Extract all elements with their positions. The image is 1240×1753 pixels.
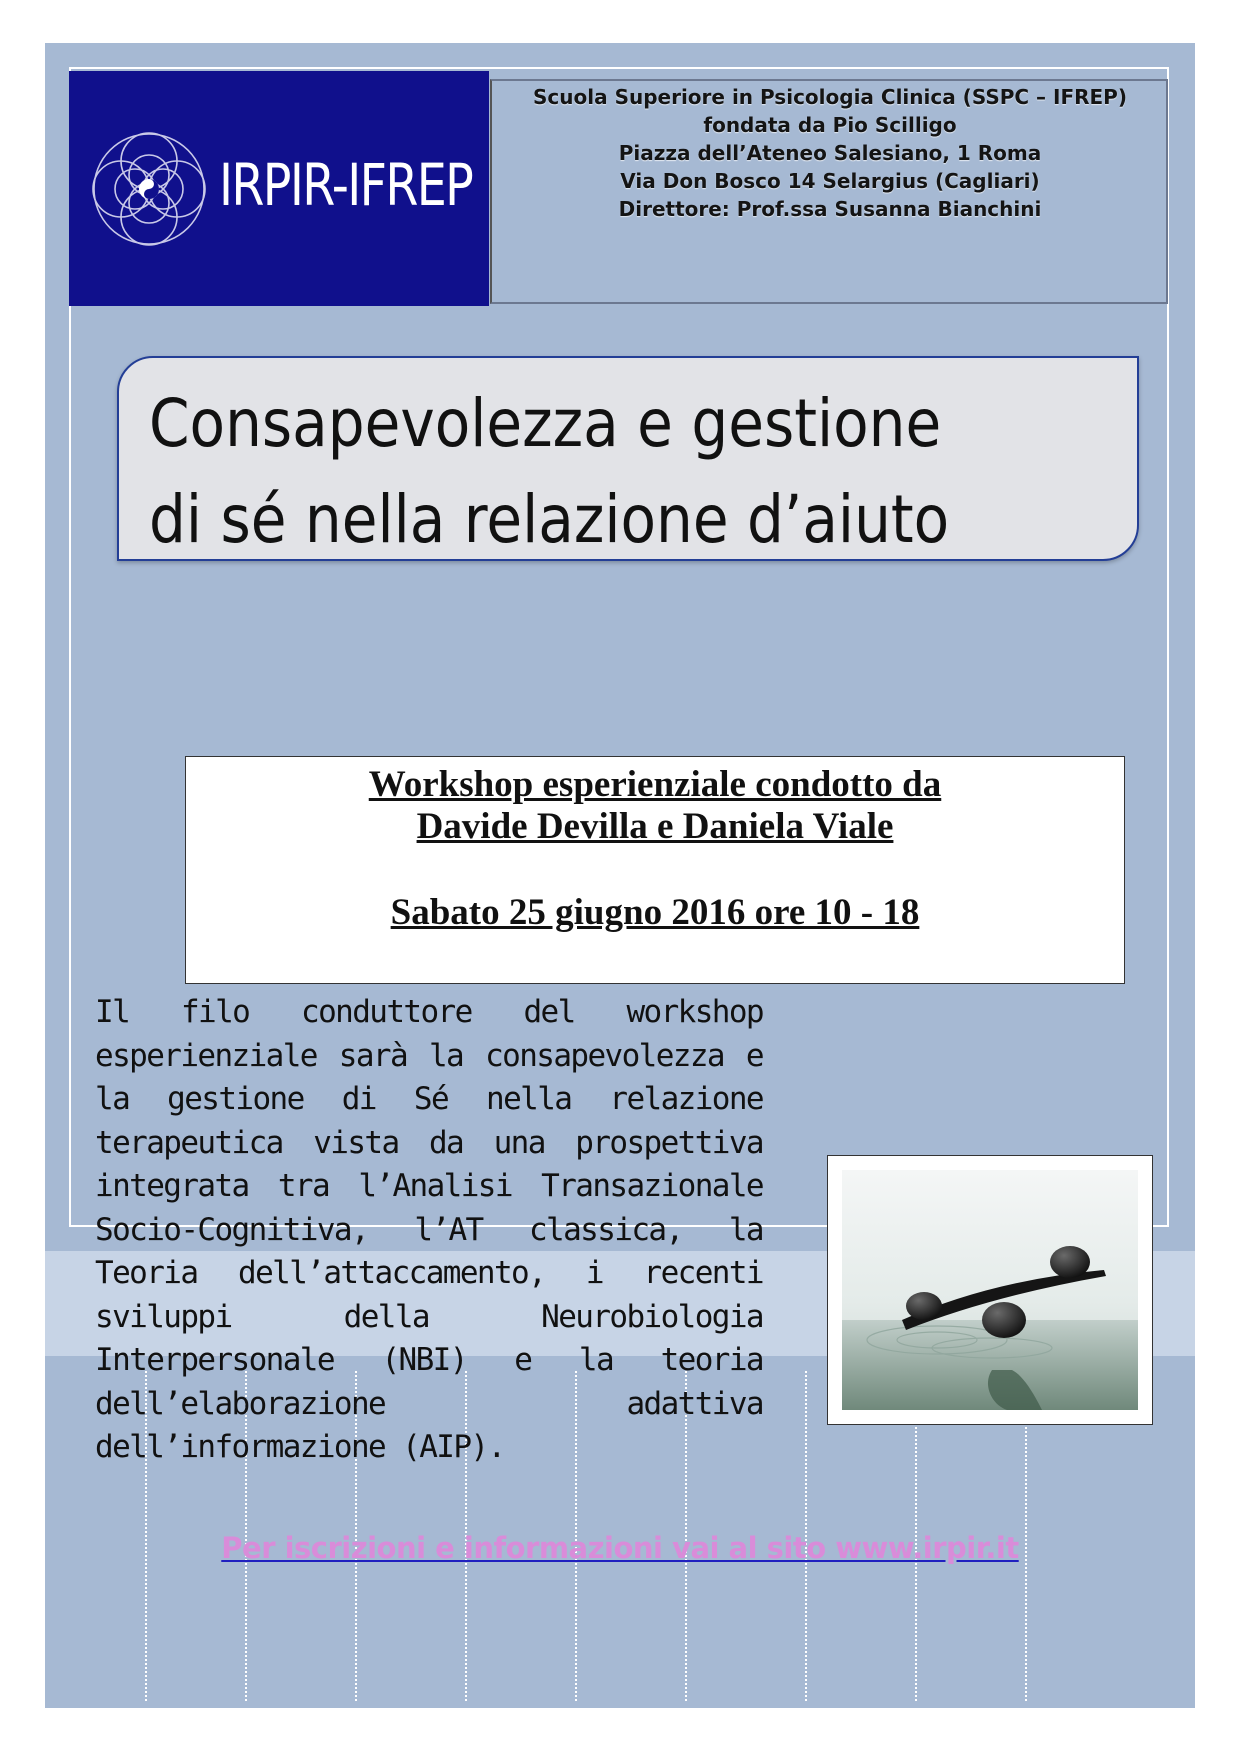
registration-link[interactable]: Per iscrizioni e informazioni vai al sito www.irpir.it bbox=[221, 1531, 1019, 1565]
photo-frame bbox=[827, 1155, 1153, 1425]
page-title bbox=[149, 376, 949, 568]
workshop-date: Sabato 25 giugno 2016 ore 10 - 18 bbox=[390, 892, 920, 933]
school-info-line: Piazza dell’Ateneo Salesiano, 1 Roma bbox=[618, 141, 1042, 165]
workshop-conductors-names: Davide Devilla e Daniela Viale bbox=[416, 806, 894, 847]
logo-block bbox=[69, 71, 489, 306]
workshop-box bbox=[185, 756, 1125, 984]
title-box bbox=[117, 356, 1139, 561]
school-info-line: Direttore: Prof.ssa Susanna Bianchini bbox=[618, 197, 1042, 221]
school-info-line: fondata da Pio Scilligo bbox=[703, 113, 957, 137]
description-paragraph: Il filo conduttore del workshop esperienziale sarà la consapevolezza e la gestione di Sé nella relazione terapeutica vista da una prospettiva integrata tra l’Analisi Transazionale Socio-Cognitiva, l’AT classica, la Teoria dell’attaccamento, i recenti sviluppi della Neurobiologia Interpersonale (NBI) e la teoria dell’elaborazione adattiva dell’informazione (AIP). bbox=[95, 994, 763, 1465]
school-info bbox=[515, 83, 1145, 223]
school-info-line: Via Don Bosco 14 Selargius (Cagliari) bbox=[620, 169, 1040, 193]
workshop-conductors-heading: Workshop esperienziale condotto da bbox=[368, 764, 942, 805]
balancing-stones-on-water-icon bbox=[842, 1170, 1138, 1410]
flower-yin-yang-logo-icon bbox=[89, 99, 209, 279]
title-line: di sé nella relazione d’aiuto bbox=[149, 481, 950, 558]
poster bbox=[45, 43, 1195, 1708]
school-info-line: Scuola Superiore in Psicologia Clinica (SSPC – IFREP) bbox=[533, 85, 1127, 109]
title-line: Consapevolezza e gestione bbox=[149, 385, 942, 462]
logo-text: IRPIR-IFREP bbox=[219, 151, 473, 219]
